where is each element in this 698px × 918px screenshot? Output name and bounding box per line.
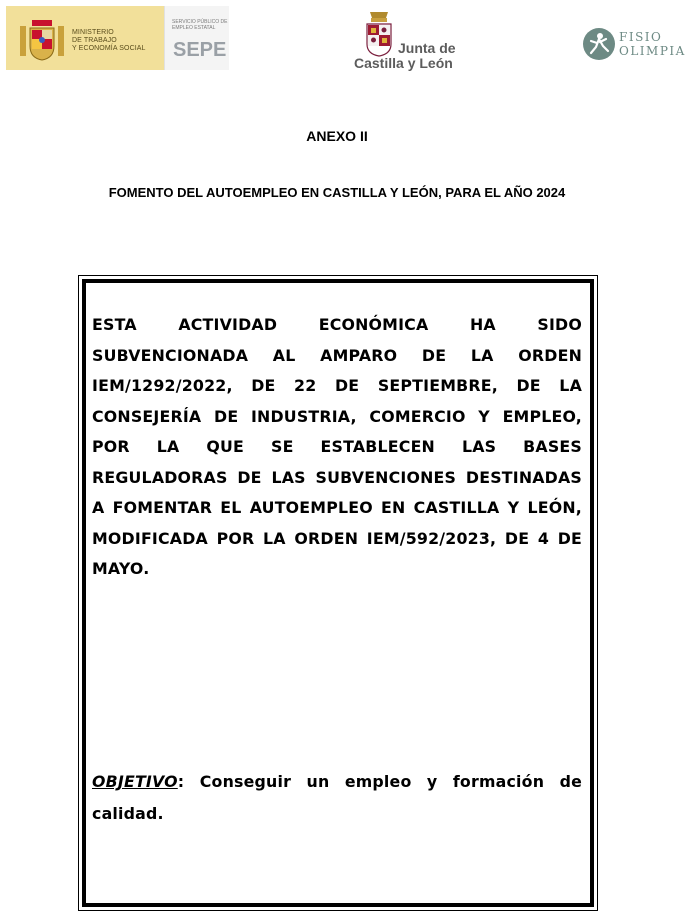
- objective-label: OBJETIVO: [92, 772, 178, 791]
- spain-coat-of-arms-icon: [18, 16, 66, 62]
- logo-header: [0, 0, 698, 80]
- document-subtitle: FOMENTO DEL AUTOEMPLEO EN CASTILLA Y LEÓN, PARA EL AÑO 2024: [108, 185, 566, 200]
- ministerio-name: MINISTERIO DE TRABAJO Y ECONOMÍA SOCIAL: [72, 29, 146, 52]
- junta-castilla-leon-logo: Junta de Castilla y León: [354, 40, 456, 71]
- sepe-full-name: SERVICIO PÚBLICO DE EMPLEO ESTATAL: [172, 19, 228, 31]
- ministerio-logo: [6, 6, 164, 70]
- fisio-olimpia-name: FISIO OLIMPIA: [619, 30, 686, 58]
- objective-text: : Conseguir un empleo y formación de calidad.: [92, 772, 582, 823]
- sepe-acronym: SEPE: [173, 39, 227, 61]
- annex-title: ANEXO II: [306, 128, 368, 144]
- subsidy-statement: ESTA ACTIVIDAD ECONÓMICA HA SIDO SUBVENCIONADA AL AMPARO DE LA ORDEN IEM/1292/2022, DE 22 DE SEPTIEMBRE, DE LA CONSEJERÍA DE INDUSTRIA, COMERCIO Y EMPLEO, POR LA QUE SE ESTABLECEN LAS BASES REGULADORAS DE LAS SUBVENCIONES DESTINADAS A FOMENTAR EL AUTOEMPLEO EN CASTILLA Y LEÓN, MODIFICADA POR LA ORDEN IEM/592/2023, DE 4 DE MAYO.: [92, 315, 582, 578]
- sepe-logo: [164, 6, 229, 70]
- objective-paragraph: [92, 766, 582, 830]
- fisio-olimpia-logo-icon: [582, 27, 616, 61]
